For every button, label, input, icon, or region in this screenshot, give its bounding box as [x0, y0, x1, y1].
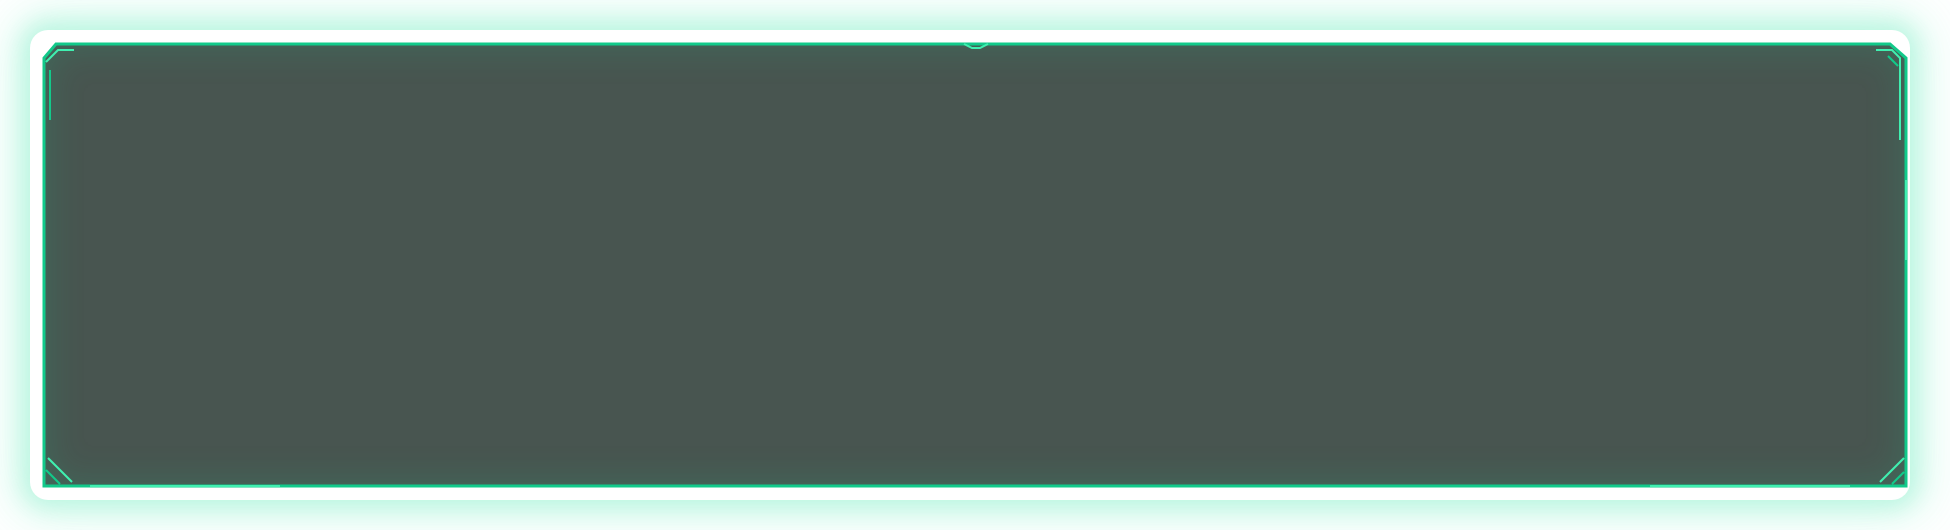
panel-body	[44, 44, 1906, 486]
panel-content-area	[124, 114, 1914, 504]
